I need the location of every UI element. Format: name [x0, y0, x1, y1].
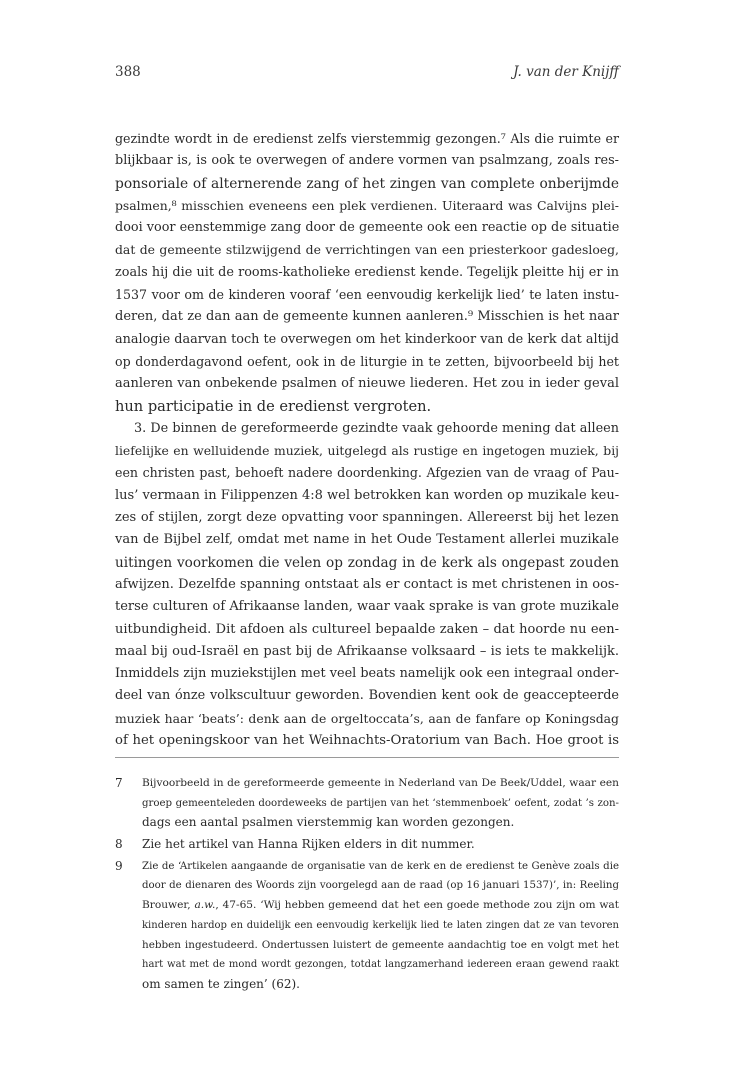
- body-line: deel van ónze volkscultuur geworden. Bovendien kent ook de geaccepteerde: [115, 688, 619, 704]
- body-line: zoals hij die uit de rooms-katholieke eredienst kende. Tegelijk pleitte hij er in: [115, 264, 619, 280]
- body-line: hun participatie in de eredienst vergroten.: [115, 397, 432, 415]
- body-line: een christen past, behoeft nadere doordenking. Afgezien van de vraag of Pau-: [115, 465, 619, 481]
- body-line: blijkbaar is, is ook te overwegen of andere vormen van psalmzang, zoals res-: [115, 153, 619, 169]
- body-line: ponsoriale of alternerende zang of het zingen van complete onberijmde: [115, 175, 619, 192]
- footnote-line: door de dienaren des Woords zijn voorgelegd aan de raad (op 16 januari 1537)’, in: Reeling: [142, 880, 619, 892]
- footnote-line: kinderen hardop en duidelijk een eenvoudig kerkelijk lied te laten zingen dat ze van tevoren: [142, 919, 619, 931]
- body-line: 1537 voor om de kinderen vooraf ‘een eenvoudig kerkelijk lied’ te laten instu-: [115, 287, 619, 303]
- body-line: dooi voor eenstemmige zang door de gemeente ook een reactie op de situatie: [115, 220, 620, 236]
- page-header: [115, 64, 619, 86]
- footnote-line: Bijvoorbeeld in de gereformeerde gemeente in Nederland van De Beek/Uddel, waar een: [142, 777, 619, 789]
- body-line: dat de gemeente stilzwijgend de verrichtingen van een priesterkoor gadesloeg,: [115, 242, 619, 258]
- footnote-line: [142, 896, 619, 916]
- body-line: zes of stijlen, zorgt deze opvatting voor spanningen. Allereerst bij het lezen: [115, 510, 619, 526]
- body-line: uitingen voorkomen die velen op zondag in de kerk als ongepast zouden: [115, 554, 619, 571]
- footnote-line: Zie het artikel van Hanna Rijken elders in dit nummer.: [142, 837, 475, 852]
- footnote-number: 9: [115, 858, 123, 873]
- footnotes: [115, 774, 619, 997]
- footnote-number: 7: [115, 776, 123, 790]
- body-text: [115, 128, 619, 752]
- body-line: van de Bijbel zelf, omdat met name in het Oude Testament allerlei muzikale: [115, 532, 619, 548]
- footnote-line: dags een aantal psalmen vierstemmig kan worden gezongen.: [142, 815, 515, 830]
- body-line: afwijzen. Dezelfde spanning ontstaat als er contact is met christenen in oos-: [115, 576, 619, 592]
- running-head: J. van der Knijff: [513, 64, 619, 80]
- body-line: muziek haar ‘beats’: denk aan de orgeltoccata’s, aan de fanfare op Koningsdag: [115, 710, 619, 726]
- footnote-8: [115, 835, 619, 855]
- body-line: liefelijke en welluidende muziek, uitgelegd als rustige en ingetogen muziek, bij: [115, 443, 619, 459]
- footnote-abbreviation: a.w.: [194, 899, 216, 912]
- body-line: 3. De binnen de gereformeerde gezindte vaak gehoorde mening dat alleen: [134, 420, 619, 436]
- footnote-text: Brouwer,: [142, 899, 191, 912]
- footnote-9: [115, 857, 619, 995]
- body-line: op donderdagavond oefent, ook in de liturgie in te zetten, bijvoorbeeld bij het: [115, 353, 619, 369]
- body-line: psalmen,⁸ misschien eveneens een plek verdienen. Uiteraard was Calvijns plei-: [115, 197, 619, 213]
- footnote-text: , 47-65. ‘Wij hebben gemeend dat het een goede methode zou zijn om wat: [215, 899, 620, 912]
- body-line: lus’ vermaan in Filippenzen 4:8 wel betrokken kan worden op muzikale keu-: [115, 487, 620, 503]
- body-line: of het openingskoor van het Weihnachts-Oratorium van Bach. Hoe groot is: [115, 733, 619, 749]
- footnote-7: [115, 774, 619, 833]
- body-line: deren, dat ze dan aan de gemeente kunnen aanleren.⁹ Misschien is het naar: [115, 309, 619, 325]
- body-line: aanleren van onbekende psalmen of nieuwe liederen. Het zou in ieder geval: [115, 376, 619, 392]
- footnote-line: groep gemeenteleden doordeweeks de partijen van het ‘stemmenboek’ oefent, zodat ’s zon-: [142, 797, 619, 809]
- page-number: 388: [115, 64, 141, 80]
- footnote-line: Zie de ‘Artikelen aangaande de organisatie van de kerk en de eredienst te Genève zoals die: [142, 860, 619, 872]
- body-line: analogie daarvan toch te overwegen om het kinderkoor van de kerk dat altijd: [115, 331, 619, 347]
- body-line: Inmiddels zijn muziekstijlen met veel beats namelijk ook een integraal onder-: [115, 666, 619, 682]
- body-line: uitbundigheid. Dit afdoen als cultureel bepaalde zaken – dat hoorde nu een-: [115, 621, 619, 637]
- footnote-divider: [115, 757, 619, 758]
- footnote-line: hebben ingestudeerd. Ondertussen luistert de gemeente aandachtig toe en volgt met het: [142, 938, 619, 951]
- body-line: gezindte wordt in de eredienst zelfs vierstemmig gezongen.⁷ Als die ruimte er: [115, 131, 619, 146]
- body-line: maal bij oud-Israël en past bij de Afrikaanse volksaard – is iets te makkelijk.: [115, 643, 619, 659]
- footnote-line: om samen te zingen’ (62).: [142, 976, 300, 991]
- body-line: terse culturen of Afrikaanse landen, waar vaak sprake is van grote muzikale: [115, 599, 619, 615]
- footnote-number: 8: [115, 837, 123, 852]
- footnote-line: hart wat met de mond wordt gezongen, totdat langzamerhand iedereen eraan gewend raakt: [142, 959, 619, 971]
